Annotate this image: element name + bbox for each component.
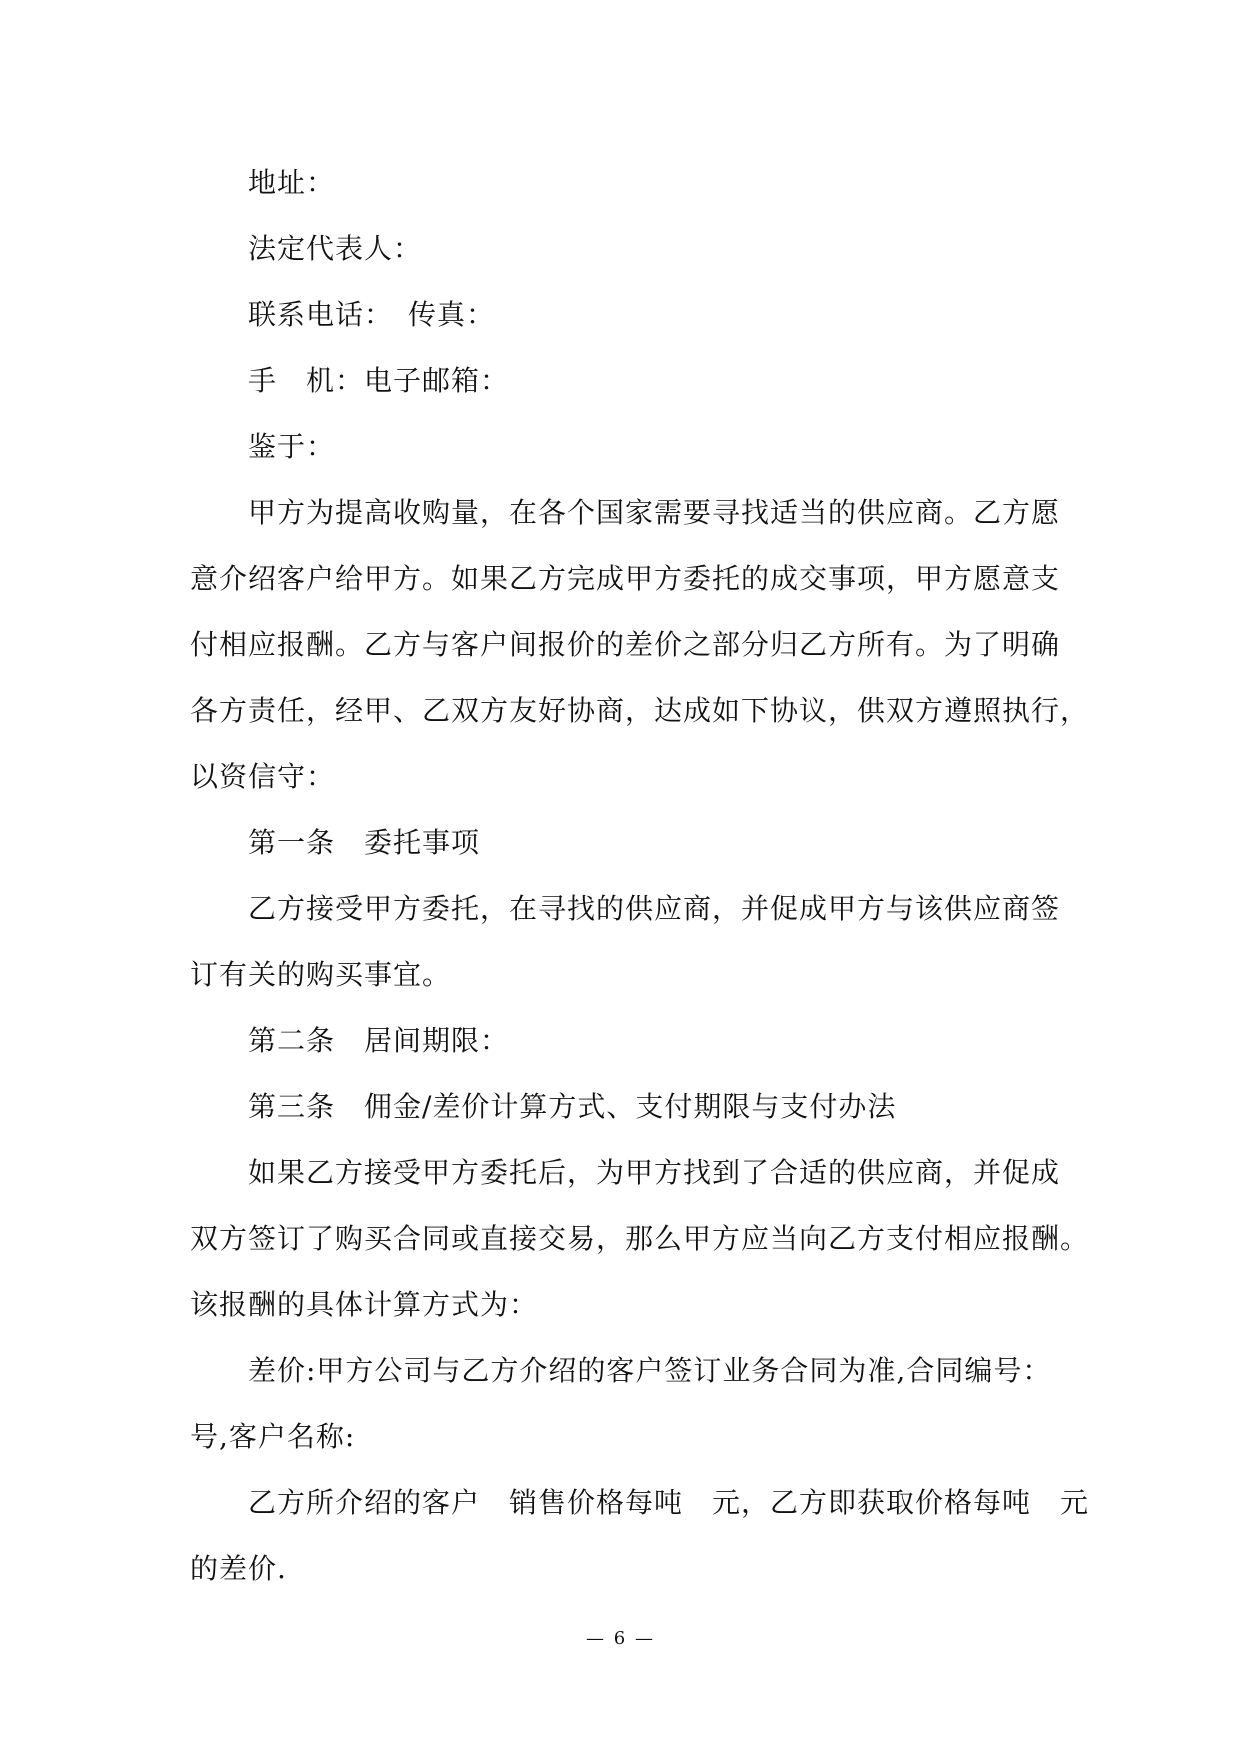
paragraph-line: 付相应报酬。乙方与客户间报价的差价之部分归乙方所有。为了明确 bbox=[190, 628, 1061, 661]
article-two-heading: 第二条 居间期限： bbox=[248, 1024, 510, 1057]
paragraph-line: 的差价. bbox=[190, 1552, 287, 1585]
page-number: — 6 — bbox=[586, 1628, 655, 1649]
phone-fax-line: 联系电话： 传真： bbox=[248, 298, 496, 331]
paragraph-line: 号,客户名称: bbox=[190, 1420, 356, 1453]
paragraph-line: 意介绍客户给甲方。如果乙方完成甲方委托的成交事项，甲方愿意支 bbox=[190, 562, 1061, 595]
paragraph-line: 差价:甲方公司与乙方介绍的客户签订业务合同为准,合同编号： bbox=[248, 1354, 1052, 1387]
legal-representative-line: 法定代表人： bbox=[248, 232, 423, 265]
paragraph-line: 该报酬的具体计算方式为： bbox=[190, 1288, 539, 1321]
paragraph-line: 乙方接受甲方委托，在寻找的供应商，并促成甲方与该供应商签 bbox=[248, 892, 1061, 925]
paragraph-line: 如果乙方接受甲方委托后，为甲方找到了合适的供应商，并促成 bbox=[248, 1156, 1061, 1189]
paragraph-line: 以资信守： bbox=[190, 760, 336, 793]
article-three-heading: 第三条 佣金/差价计算方式、支付期限与支付办法 bbox=[248, 1090, 897, 1123]
paragraph-line: 乙方所介绍的客户 销售价格每吨 元，乙方即获取价格每吨 元 bbox=[248, 1486, 1090, 1519]
paragraph-line: 双方签订了购买合同或直接交易，那么甲方应当向乙方支付相应报酬。 bbox=[190, 1222, 1090, 1255]
article-one-heading: 第一条 委托事项 bbox=[248, 826, 481, 859]
paragraph-line: 甲方为提高收购量，在各个国家需要寻找适当的供应商。乙方愿 bbox=[248, 496, 1061, 529]
paragraph-line: 各方责任，经甲、乙双方友好协商，达成如下协议，供双方遵照执行， bbox=[190, 694, 1090, 727]
paragraph-line: 订有关的购买事宜。 bbox=[190, 958, 452, 991]
whereas-heading: 鉴于： bbox=[248, 430, 336, 463]
address-line: 地址： bbox=[248, 166, 336, 199]
mobile-email-line: 手 机：电子邮箱： bbox=[248, 364, 510, 397]
